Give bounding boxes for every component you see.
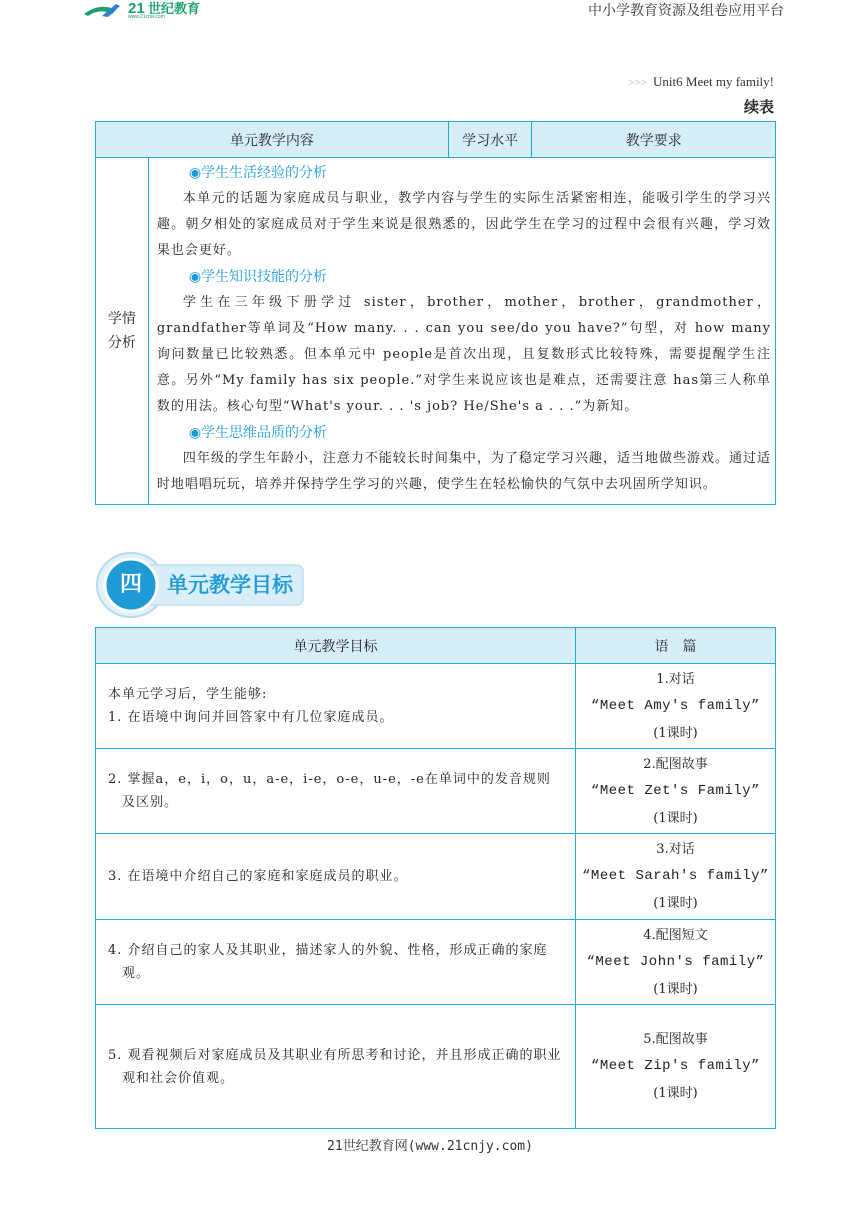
table-row	[96, 158, 776, 505]
text-cell	[576, 834, 776, 920]
table-header-row	[96, 122, 776, 158]
column-header-goals: 单元教学目标	[96, 628, 576, 664]
text-title: “Meet Zet's Family”	[590, 782, 761, 799]
text-cell	[576, 1005, 776, 1129]
text-title: “Meet Amy's family”	[590, 697, 761, 714]
text-type: 5.配图故事	[643, 1032, 708, 1047]
goals-intro: 本单元学习后，学生能够:	[108, 687, 268, 702]
objectives-table	[95, 627, 776, 1129]
table-row	[96, 1005, 776, 1129]
text-hours: (1课时)	[653, 981, 698, 997]
section-body: 学生在三年级下册学过 sister，brother，mother，brother，grandmother，grandfather等单词及“How many. . . can you see/do you have?”句型，对 how many 询问数量已比较熟悉。但本单元中 people是首次出现，且复数形式比较特殊，需要提醒学生注意。另外“My family has six people.”对学生来说应该也是难点，还需要注意 has第三人称单数的用法。核心句型“What's your. . . 's job? He/She's a . . .”为新知。	[156, 295, 771, 414]
page-footer: 21世纪教育网(www.21cnjy.com)	[327, 1139, 533, 1154]
table-header-row	[96, 628, 776, 664]
section-title: ◉学生思维品质的分析	[188, 425, 328, 441]
text-title: “Meet Sarah's family”	[582, 868, 769, 884]
svg-text:世纪教育: 世纪教育	[148, 2, 201, 17]
text-title: “Meet Zip's family”	[590, 1058, 761, 1074]
text-hours: (1课时)	[653, 725, 698, 741]
text-hours: (1课时)	[653, 896, 698, 911]
svg-text:21: 21	[128, 0, 145, 17]
table-row	[96, 749, 776, 834]
table-row	[96, 834, 776, 920]
goal-text: 3. 在语境中介绍自己的家庭和家庭成员的职业。	[108, 869, 408, 884]
analysis-content	[148, 158, 775, 505]
row-label: 学情分析	[96, 158, 149, 505]
unit-title: Unit6 Meet my family!	[653, 74, 774, 89]
analysis-table	[95, 121, 776, 505]
section-body: 四年级的学生年龄小，注意力不能较长时间集中，为了稳定学习兴趣，适当地做些游戏。通过适时地唱唱玩玩，培养并保持学生学习的兴趣，使学生在轻松愉快的气氛中去巩固所学知识。	[156, 451, 771, 492]
text-type: 3.对话	[656, 842, 695, 857]
section-title: 单元教学目标	[167, 573, 293, 597]
goal-text: 2. 掌握a，e，i，o，u，a-e，i-e，o-e，u-e，-e在单词中的发音规则及区别。	[108, 772, 551, 810]
column-header-requirement: 教学要求	[532, 122, 776, 158]
svg-text:www.21cnjy.com: www.21cnjy.com	[128, 14, 165, 18]
continued-label: 续表	[743, 98, 774, 116]
goal-cell	[96, 1005, 576, 1129]
platform-name: 中小学教育资源及组卷应用平台	[588, 3, 784, 19]
goal-cell	[96, 749, 576, 834]
text-cell	[576, 749, 776, 834]
section-title: ◉学生生活经验的分析	[188, 165, 328, 181]
goal-cell	[96, 920, 576, 1005]
goal-text: 5. 观看视频后对家庭成员及其职业有所思考和讨论，并且形成正确的职业观和社会价值观。	[108, 1047, 562, 1086]
column-header-texts: 语 篇	[576, 628, 776, 664]
table-row	[96, 920, 776, 1005]
site-logo	[82, 0, 242, 18]
column-header-level: 学习水平	[448, 122, 532, 158]
section-banner	[95, 549, 305, 619]
text-cell	[576, 664, 776, 749]
text-type: 2.配图故事	[643, 756, 708, 772]
breadcrumb	[628, 74, 774, 90]
text-hours: (1课时)	[653, 810, 698, 826]
column-header-content: 单元教学内容	[96, 122, 449, 158]
table-row	[96, 664, 776, 749]
goal-text: 1. 在语境中询问并回答家中有几位家庭成员。	[108, 710, 394, 725]
text-title: “Meet John's family”	[586, 953, 765, 970]
text-type: 4.配图短文	[643, 927, 708, 943]
goal-cell	[96, 664, 576, 749]
section-number: 四	[119, 572, 142, 597]
text-cell	[576, 920, 776, 1005]
goal-cell	[96, 834, 576, 920]
goal-text: 4. 介绍自己的家人及其职业，描述家人的外貌、性格，形成正确的家庭观。	[108, 943, 548, 981]
section-body: 本单元的话题为家庭成员与职业，教学内容与学生的实际生活紧密相连，能吸引学生的学习兴趣。朝夕相处的家庭成员对于学生来说是很熟悉的，因此学生在学习的过程中会很有兴趣，学习效果也会更好。	[156, 191, 771, 258]
breadcrumb-arrows: >>>	[628, 77, 648, 89]
text-hours: (1课时)	[653, 1086, 698, 1101]
section-title: ◉学生知识技能的分析	[188, 269, 328, 285]
text-type: 1.对话	[656, 671, 695, 687]
